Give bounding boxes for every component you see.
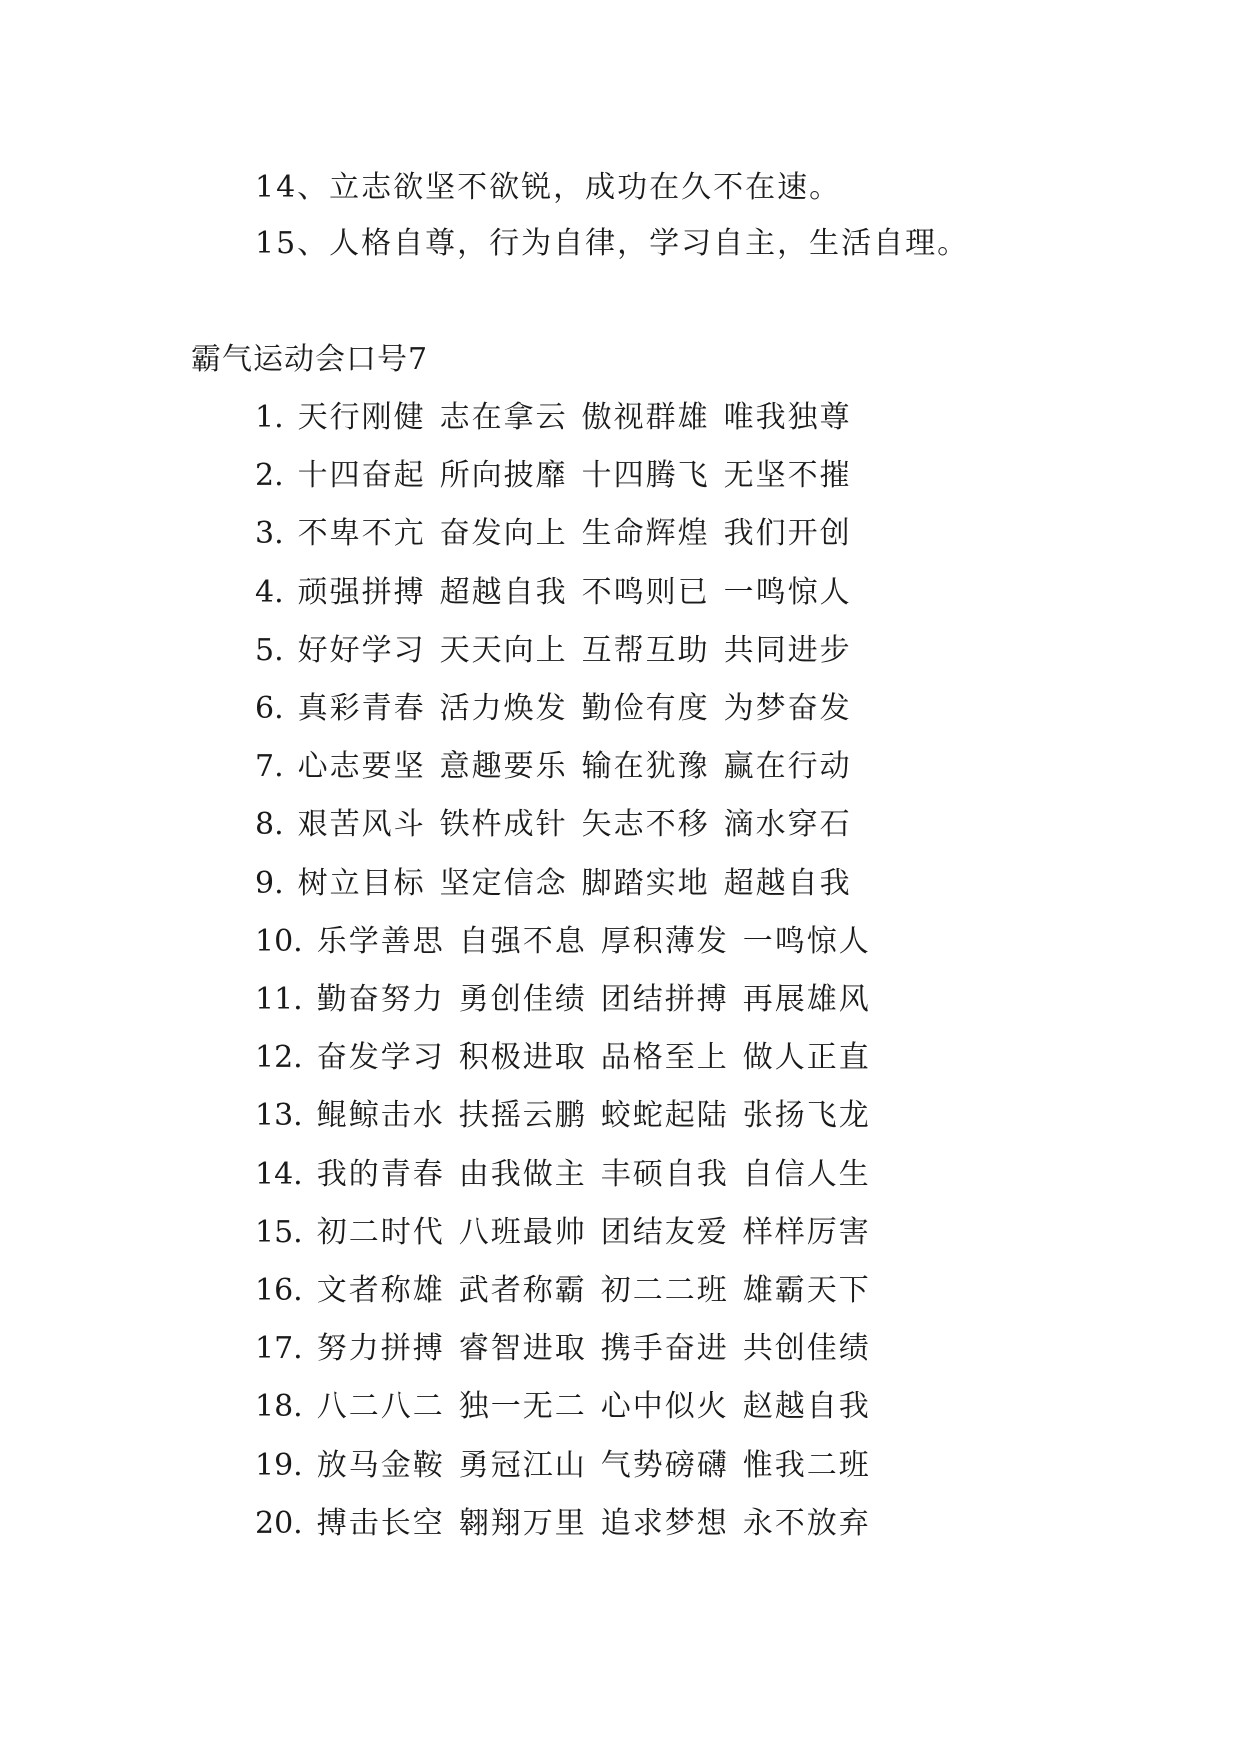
- slogan-number: 4.: [255, 574, 284, 610]
- previous-item-14: 14、立志欲坚不欲锐，成功在久不在速。: [255, 170, 842, 205]
- slogan-number: 9.: [255, 865, 284, 901]
- slogan-phrase: 滴水穿石: [723, 807, 852, 843]
- slogan-phrase: 积极进取: [458, 1040, 587, 1076]
- slogan-phrase: 无坚不摧: [723, 458, 852, 494]
- slogan-phrase: 初二二班: [600, 1273, 729, 1308]
- slogan-phrase: 傲视群雄: [581, 400, 710, 435]
- slogan-phrase: 我们开创: [723, 516, 852, 552]
- slogan-phrase: 团结拼搏: [600, 982, 729, 1017]
- slogan-phrase: 搏击长空: [316, 1505, 445, 1541]
- slogan-phrase: 十四奋起: [297, 458, 426, 494]
- slogan-number: 6.: [255, 691, 284, 726]
- slogan-item: [255, 514, 852, 554]
- slogan-number: 12.: [255, 1040, 303, 1076]
- slogan-number: 13.: [255, 1098, 303, 1134]
- slogan-phrase: 雄霸天下: [742, 1273, 871, 1308]
- slogan-phrase: 鲲鲸击水: [316, 1098, 445, 1134]
- slogan-phrase: 十四腾飞: [581, 458, 710, 494]
- slogan-phrase: 品格至上: [600, 1040, 729, 1076]
- slogan-item: [255, 864, 852, 904]
- slogan-item: [255, 1038, 871, 1078]
- slogan-phrase: 自强不息: [458, 923, 587, 959]
- slogan-item: [255, 689, 852, 729]
- slogan-phrase: 共同进步: [723, 632, 852, 668]
- slogan-phrase: 独一无二: [458, 1389, 587, 1425]
- slogan-item: [255, 1155, 871, 1195]
- slogan-item: [255, 1446, 871, 1486]
- slogan-phrase: 一鸣惊人: [742, 923, 871, 959]
- slogan-phrase: 奋发向上: [439, 516, 568, 552]
- slogan-phrase: 互帮互助: [581, 632, 710, 668]
- previous-item-15: 15、人格自尊，行为自律，学习自主，生活自理。: [255, 226, 970, 261]
- slogan-phrase: 顽强拼搏: [297, 574, 426, 610]
- slogan-phrase: 永不放弃: [742, 1505, 871, 1541]
- slogan-phrase: 初二时代: [316, 1214, 445, 1250]
- slogan-item: [255, 1387, 871, 1427]
- slogan-phrase: 生命辉煌: [581, 516, 710, 552]
- slogan-phrase: 超越自我: [439, 574, 568, 610]
- slogan-number: 19.: [255, 1447, 303, 1483]
- slogan-phrase: 八二八二: [316, 1389, 445, 1425]
- slogan-phrase: 所向披靡: [439, 458, 568, 494]
- slogan-number: 15.: [255, 1214, 303, 1250]
- slogan-phrase: 勇冠江山: [458, 1447, 587, 1483]
- slogan-phrase: 厚积薄发: [600, 923, 729, 959]
- slogan-phrase: 活力焕发: [439, 691, 568, 726]
- slogan-phrase: 文者称雄: [316, 1273, 445, 1308]
- slogan-item: [255, 747, 852, 787]
- slogan-phrase: 勤俭有度: [581, 691, 710, 726]
- slogan-phrase: 超越自我: [723, 865, 852, 901]
- slogan-number: 2.: [255, 458, 284, 494]
- slogan-phrase: 勇创佳绩: [458, 982, 587, 1017]
- slogan-phrase: 树立目标: [297, 865, 426, 901]
- slogan-item: [255, 1504, 871, 1544]
- slogan-phrase: 携手奋进: [600, 1331, 729, 1367]
- slogan-phrase: 我的青春: [316, 1156, 445, 1192]
- slogan-phrase: 再展雄风: [742, 982, 871, 1017]
- slogan-number: 14.: [255, 1156, 303, 1192]
- slogan-phrase: 不鸣则已: [581, 574, 710, 610]
- slogan-phrase: 天行刚健: [297, 400, 426, 435]
- slogan-number: 3.: [255, 516, 284, 552]
- slogan-number: 5.: [255, 632, 284, 668]
- slogan-item: [255, 1271, 871, 1311]
- slogan-phrase: 八班最帅: [458, 1214, 587, 1250]
- slogan-phrase: 乐学善思: [316, 923, 445, 959]
- slogan-phrase: 武者称霸: [458, 1273, 587, 1308]
- slogan-phrase: 做人正直: [742, 1040, 871, 1076]
- slogan-phrase: 不卑不亢: [297, 516, 426, 552]
- slogan-number: 20.: [255, 1505, 303, 1541]
- slogan-phrase: 追求梦想: [600, 1505, 729, 1541]
- slogan-phrase: 奋发学习: [316, 1040, 445, 1076]
- slogan-item: [255, 922, 871, 962]
- slogan-number: 10.: [255, 923, 303, 959]
- slogan-phrase: 放马金鞍: [316, 1447, 445, 1483]
- slogan-phrase: 志在拿云: [439, 400, 568, 435]
- slogan-phrase: 真彩青春: [297, 691, 426, 726]
- slogan-phrase: 一鸣惊人: [723, 574, 852, 610]
- slogan-phrase: 输在犹豫: [581, 749, 710, 785]
- slogan-item: [255, 456, 852, 496]
- slogan-item: [255, 398, 852, 438]
- slogan-phrase: 赢在行动: [723, 749, 852, 785]
- section-title: 霸气运动会口号7: [191, 342, 429, 377]
- slogan-phrase: 翱翔万里: [458, 1505, 587, 1541]
- slogan-phrase: 好好学习: [297, 632, 426, 668]
- slogan-item: [255, 1329, 871, 1369]
- slogan-item: [255, 1096, 871, 1136]
- slogan-phrase: 自信人生: [742, 1156, 871, 1192]
- slogan-phrase: 努力拼搏: [316, 1331, 445, 1367]
- slogan-phrase: 坚定信念: [439, 865, 568, 901]
- slogan-phrase: 样样厉害: [742, 1214, 871, 1250]
- slogan-number: 17.: [255, 1331, 303, 1367]
- slogan-number: 8.: [255, 807, 284, 843]
- slogan-phrase: 艰苦风斗: [297, 807, 426, 843]
- slogan-item: [255, 805, 852, 845]
- slogan-number: 1.: [255, 400, 284, 435]
- slogan-phrase: 气势磅礴: [600, 1447, 729, 1483]
- slogan-number: 16.: [255, 1273, 303, 1308]
- slogan-phrase: 扶摇云鹏: [458, 1098, 587, 1134]
- slogan-item: [255, 573, 852, 613]
- slogan-phrase: 睿智进取: [458, 1331, 587, 1367]
- slogan-number: 18.: [255, 1389, 303, 1425]
- slogan-phrase: 铁杵成针: [439, 807, 568, 843]
- slogan-number: 7.: [255, 749, 284, 785]
- slogan-phrase: 丰硕自我: [600, 1156, 729, 1192]
- slogan-phrase: 心中似火: [600, 1389, 729, 1425]
- slogan-phrase: 蛟蛇起陆: [600, 1098, 729, 1134]
- slogan-phrase: 意趣要乐: [439, 749, 568, 785]
- slogan-phrase: 勤奋努力: [316, 982, 445, 1017]
- slogan-phrase: 共创佳绩: [742, 1331, 871, 1367]
- slogan-phrase: 张扬飞龙: [742, 1098, 871, 1134]
- slogan-item: [255, 980, 871, 1020]
- slogan-phrase: 为梦奋发: [723, 691, 852, 726]
- slogan-phrase: 团结友爱: [600, 1214, 729, 1250]
- slogan-item: [255, 1213, 871, 1253]
- slogan-phrase: 心志要坚: [297, 749, 426, 785]
- slogan-phrase: 唯我独尊: [723, 400, 852, 435]
- slogan-phrase: 由我做主: [458, 1156, 587, 1192]
- slogan-phrase: 赵越自我: [742, 1389, 871, 1425]
- slogan-phrase: 矢志不移: [581, 807, 710, 843]
- slogan-phrase: 惟我二班: [742, 1447, 871, 1483]
- slogan-phrase: 脚踏实地: [581, 865, 710, 901]
- slogan-phrase: 天天向上: [439, 632, 568, 668]
- slogan-item: [255, 631, 852, 671]
- slogan-number: 11.: [255, 982, 303, 1017]
